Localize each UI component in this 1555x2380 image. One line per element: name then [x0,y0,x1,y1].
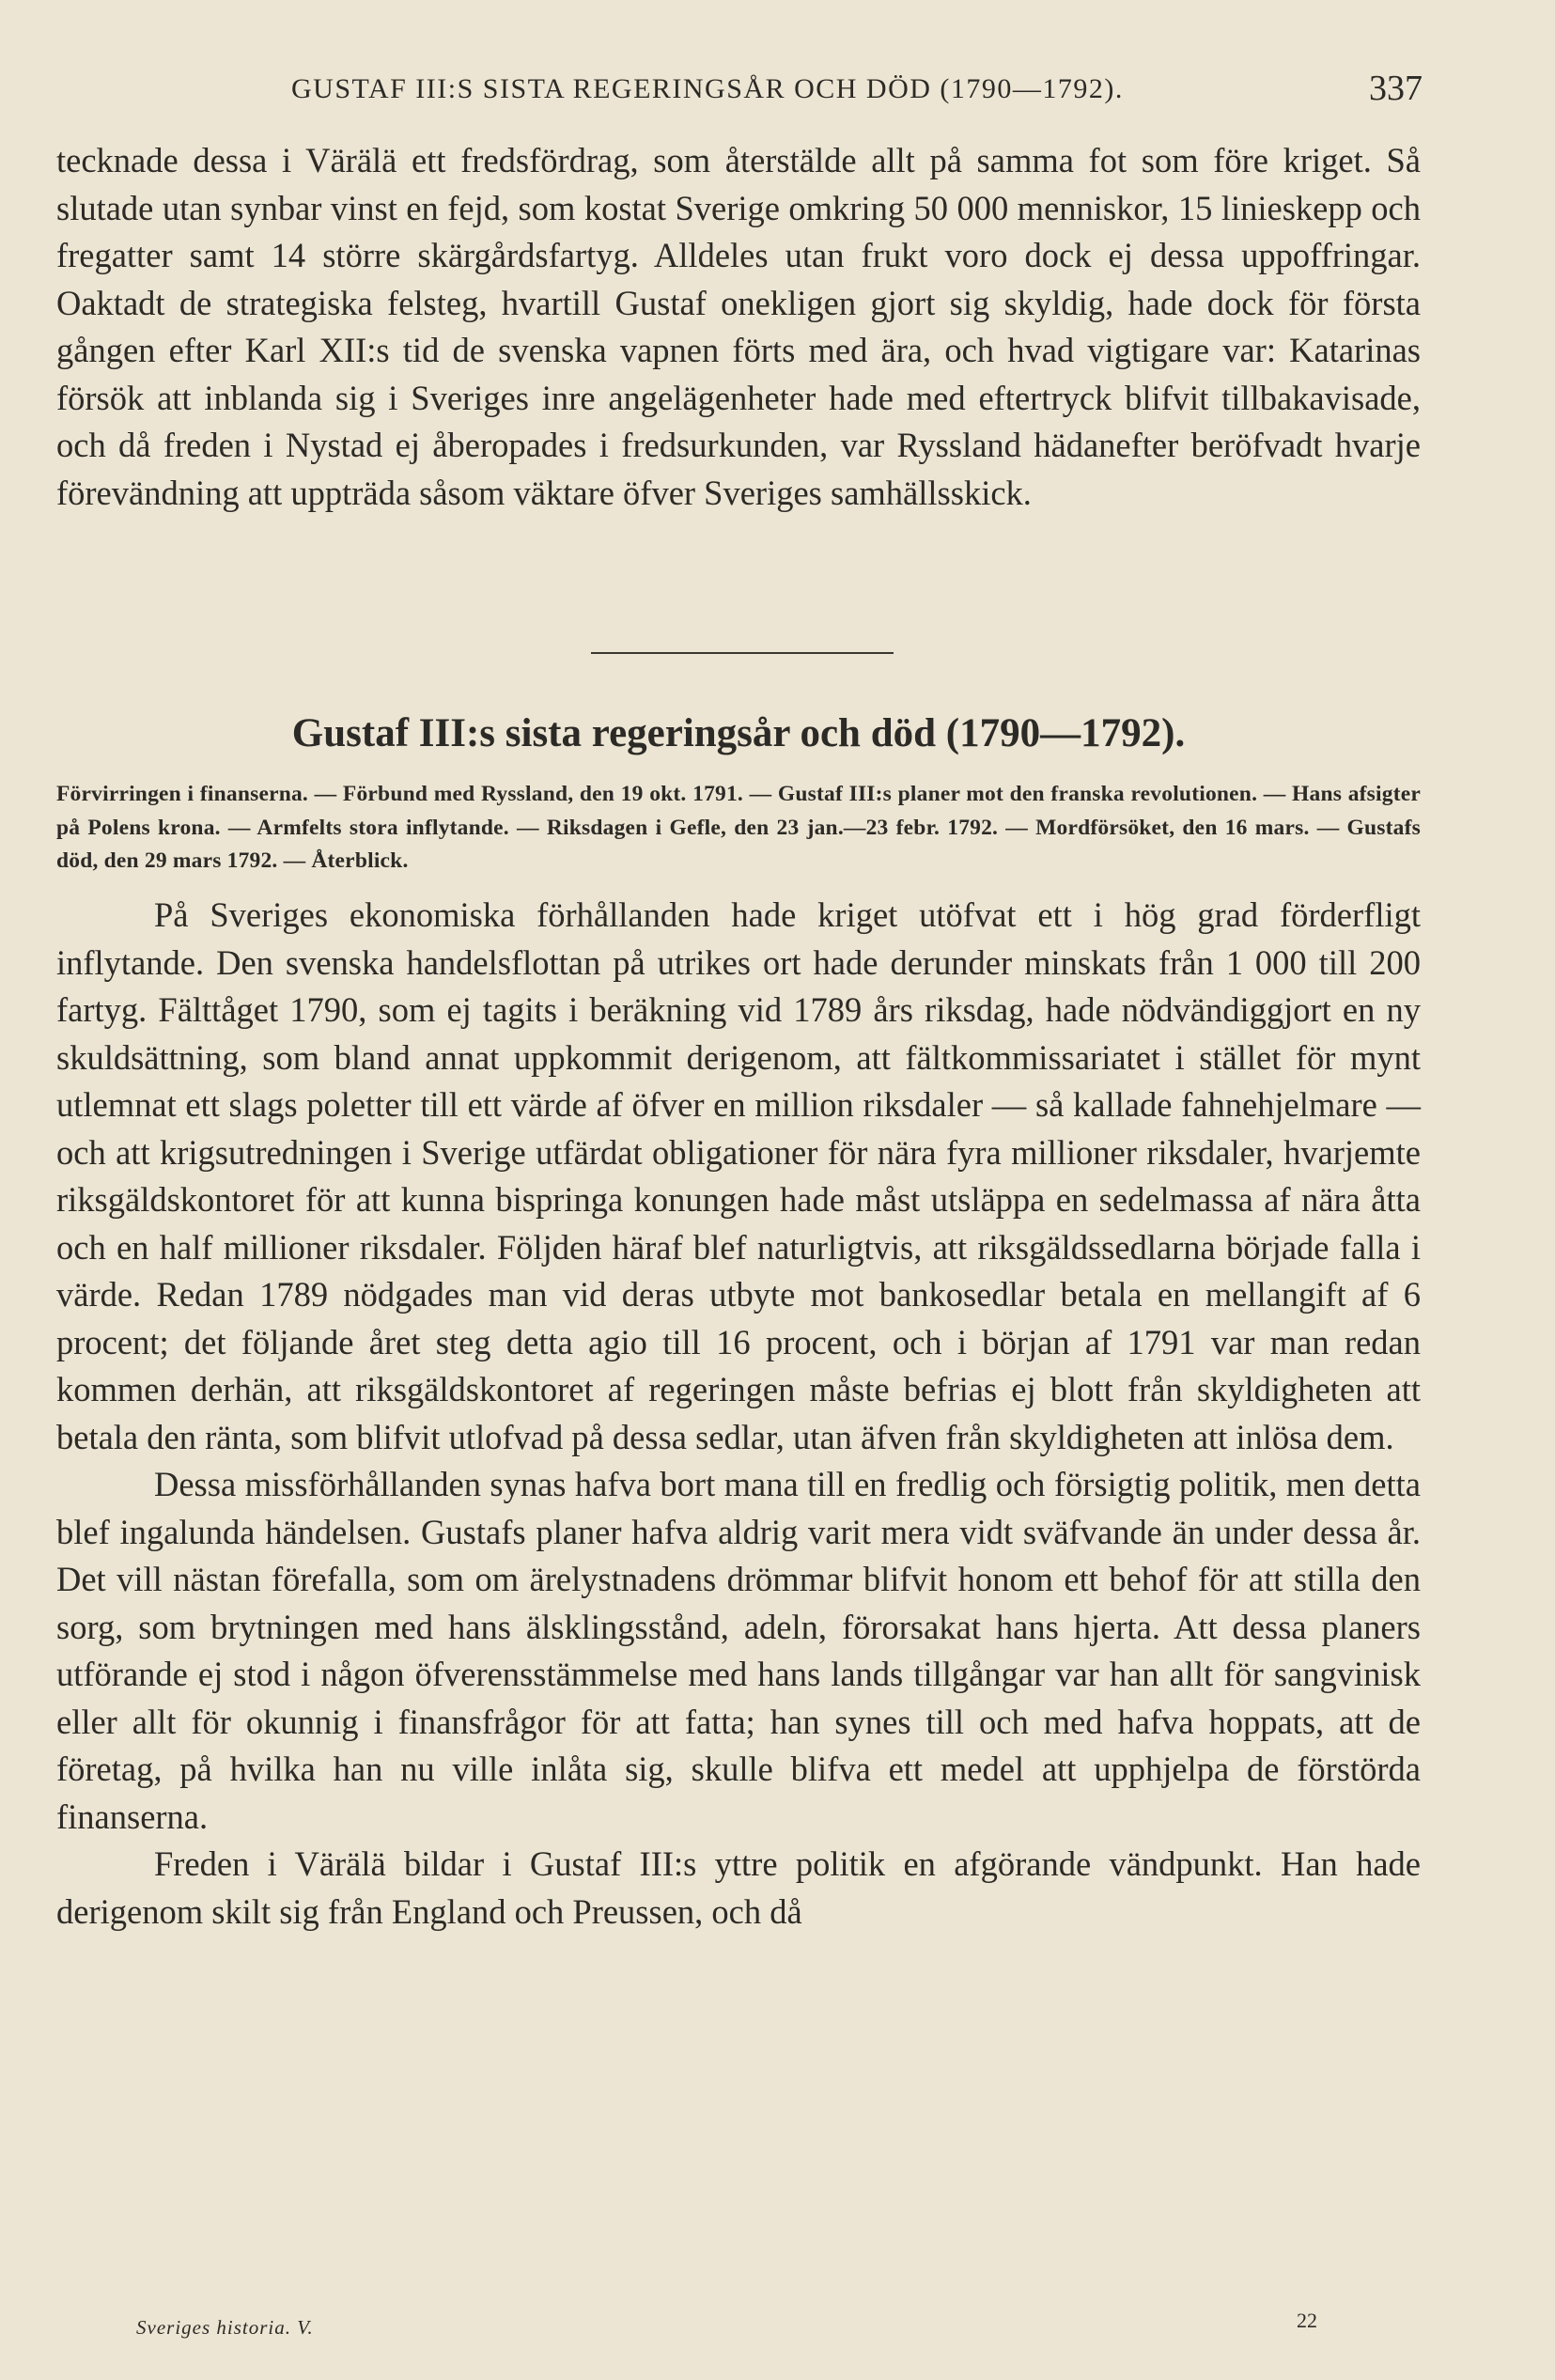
page-number: 337 [1369,69,1423,108]
running-title: GUSTAF III:S SISTA REGERINGSÅR OCH DÖD (1790—1792). [291,73,1124,104]
running-head [56,68,1421,124]
section-summary: Förvirringen i finanserna. — Förbund med Ryssland, den 19 okt. 1791. — Gustaf III:s planer mot den franska revolutionen. — Hans afsigter på Polens krona. — Armfelts stora inflytande. — Riksdagen i Gefle, den 23 jan.—23 febr. 1792. — Mordförsöket, den 16 mars. — Gustafs död, den 29 mars 1792. — Återblick. [56,782,1421,873]
paragraph: Freden i Värälä bildar i Gustaf III:s yttre politik en afgörande vändpunkt. Han hade derigenom skilt sig från England och Preussen, och då [56,1844,1421,1931]
signature-mark: Sveriges historia. V. [136,2316,314,2339]
page-footer [56,2309,1421,2346]
section-divider-rule [591,652,894,654]
paragraph: tecknade dessa i Värälä ett fredsfördrag, som återstälde allt på samma fot som före kriget. Så slutade utan synbar vinst en fejd, som kostat Sverige omkring 50 000 menniskor, 15 linieskepp och fregatter samt 14 större skärgårdsfartyg. Alldeles utan frukt voro dock ej dessa uppoffringar. Oaktadt de strategiska felsteg, hvartill Gustaf onekligen gjort sig skyldig, hade dock för första gången efter Karl XII:s tid de svenska vapnen förts med ära, och hvad vigtigare var: Katarinas försök att inblanda sig i Sveriges inre angelägenheter hade med eftertryck blifvit tillbakavisade, och då freden i Nystad ej åberopades i fredsurkunden, var Ryssland hädanefter beröfvadt hvarje förevändning att uppträda såsom väktare öfver Sveriges samhällsskick. [56,141,1421,512]
paragraph: På Sveriges ekonomiska förhållanden hade kriget utöfvat ett i hög grad förderfligt inflytande. Den svenska handelsflottan på utrikes ort hade derunder minskats från 1 000 till 200 fartyg. Fälttåget 1790, som ej tagits i beräkning vid 1789 års riksdag, hade nödvändiggjort en ny skuldsättning, som bland annat uppkommit derigenom, att fältkommissariatet i stället för mynt utlemnat ett slags poletter till ett värde af öfver en million riksdaler — så kallade fahnehjelmare — och att krigsutredningen i Sverige utfärdat obligationer för nära fyra millioner riksdaler, hvarjemte riksgäldskontoret för att kunna bispringa konungen hade måst utsläppa en sedelmassa af nära åtta och en half millioner riksdaler. Följden häraf blef naturligtvis, att riksgäldssedlarna började falla i värde. Redan 1789 nödgades man vid deras utbyte mot bankosedlar betala en mellangift af 6 procent; det följande året steg detta agio till 16 procent, och i början af 1791 var man redan kommen derhän, att riksgäldskontoret af regeringen måste befrias ej blott från skyldigheten att betala den ränta, som blifvit utlofvad på dessa sedlar, utan äfven från skyldigheten att inlösa dem. [56,895,1421,1456]
opening-text-block [56,137,1421,517]
sheet-number: 22 [1297,2309,1317,2332]
paragraph: Dessa missförhållanden synas hafva bort mana till en fredlig och försigtig politik, men detta blef ingalunda händelsen. Gustafs planer hafva aldrig varit mera vidt sväfvande än under dessa år. Det vill nästan förefalla, som om ärelystnadens drömmar blifvit honom ett behof för att stilla den sorg, som brytningen med hans älsklingsstånd, adeln, förorsakat hans hjerta. Att dessa planers utförande ej stod i någon öfverensstämmelse med hans lands tillgångar var han allt för sangvinisk eller allt för okunnig i finansfrågor för att fatta; han synes till och med hafva hoppats, att de företag, på hvilka han nu ville inlåta sig, skulle blifva ett medel att upphjelpa de förstörda finanserna. [56,1465,1421,1836]
section-heading: Gustaf III:s sista regeringsår och död (1790—1792). [291,711,1186,755]
section-text-block [56,892,1421,1936]
